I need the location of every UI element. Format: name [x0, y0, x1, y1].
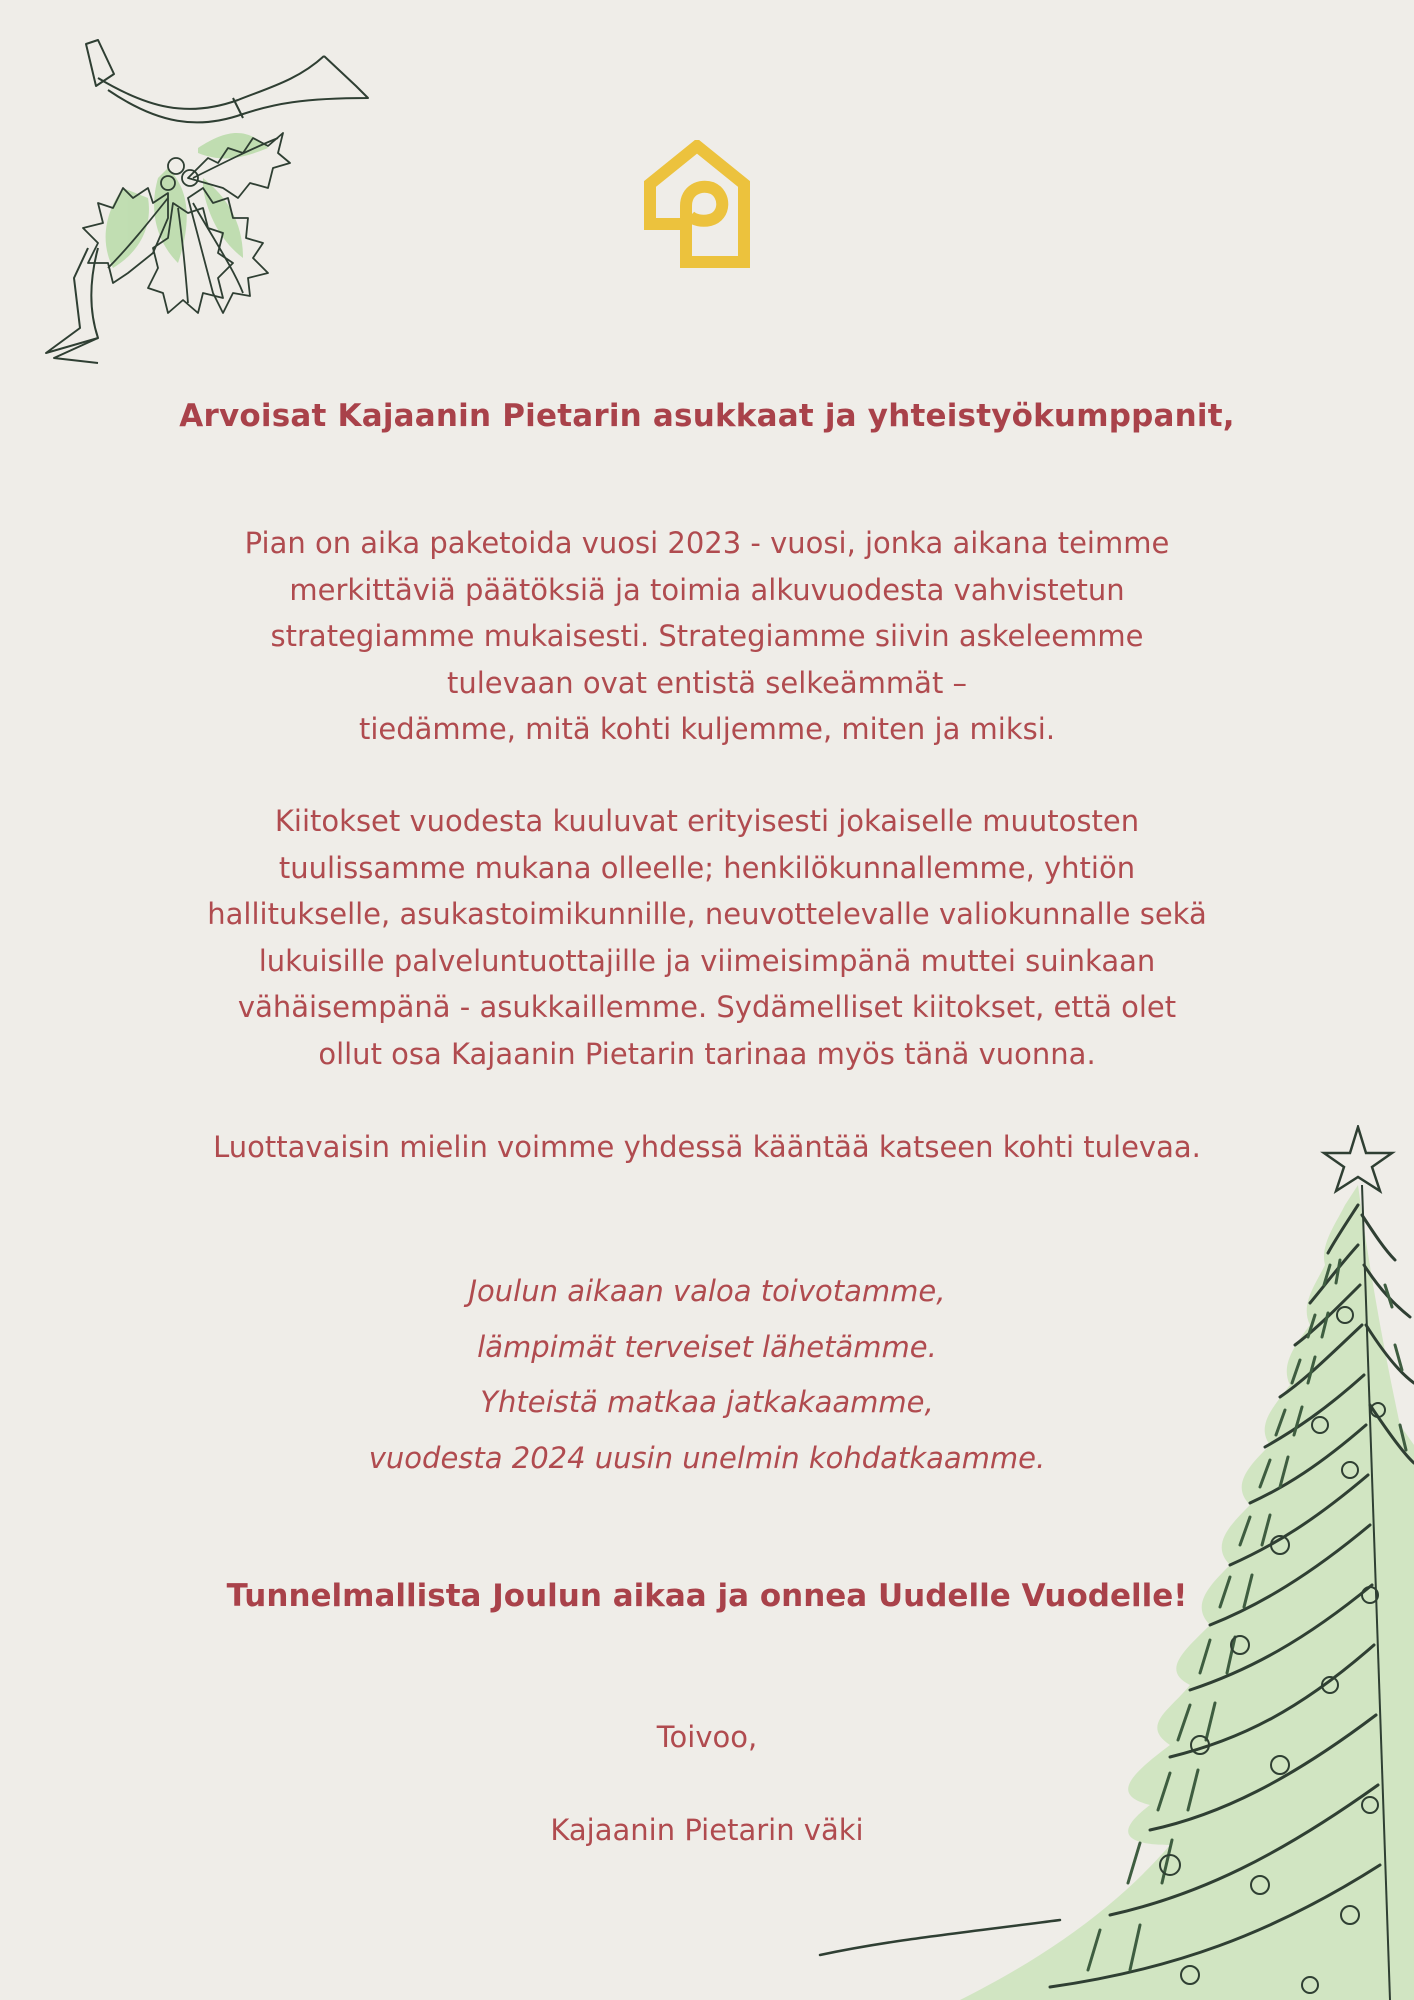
christmas-tree-illustration — [810, 1125, 1414, 2000]
house-logo-icon — [640, 140, 754, 268]
paragraph-line: Kiitokset vuodesta kuuluvat erityisesti jokaiselle muutosten — [274, 804, 1140, 838]
paragraph-future — [110, 1124, 1304, 1171]
paragraph-line: lukuisille palveluntuottajille ja viimeisimpänä muttei suinkaan — [258, 943, 1156, 978]
paragraph-line: vähäisempänä - asukkaillemme. Sydämelliset kiitokset, että olet — [237, 990, 1177, 1024]
poem-line: vuodesta 2024 uusin unelmin kohdatkaamme. — [368, 1440, 1046, 1475]
paragraph-line: hallitukselle, asukastoimikunnille, neuvottelevalle valiokunnalle sekä — [207, 897, 1207, 931]
poem-line: Joulun aikaan valoa toivotamme, — [468, 1274, 946, 1308]
poem-line: lämpimät terveiset lähetämme. — [477, 1329, 937, 1364]
holiday-wish-heading: Tunnelmallista Joulun aikaa ja onnea Uudelle Vuodelle! — [226, 1578, 1188, 1614]
christmas-poem — [110, 1264, 1304, 1486]
holly-illustration — [28, 38, 388, 373]
paragraph-line: Pian on aika paketoida vuosi 2023 - vuosi, jonka aikana teimme — [244, 526, 1170, 560]
paragraph-line: tuulissamme mukana olleelle; henkilökunnallemme, yhtiön — [278, 850, 1136, 885]
paragraph-line: merkittäviä päätöksiä ja toimia alkuvuodesta vahvistetun — [289, 572, 1125, 607]
paragraph-line: Luottavaisin mielin voimme yhdessä kääntää katseen kohti tulevaa. — [213, 1130, 1201, 1164]
paragraph-line: tulevaan ovat entistä selkeämmät – — [446, 665, 968, 700]
signature-sender: Kajaanin Pietarin väki — [550, 1813, 864, 1847]
greeting-heading: Arvoisat Kajaanin Pietarin asukkaat ja yhteistyökumppanit, — [179, 398, 1235, 434]
paragraph-line: strategiamme mukaisesti. Strategiamme siivin askeleemme — [270, 619, 1144, 653]
poem-line: Yhteistä matkaa jatkakaamme, — [480, 1385, 934, 1419]
paragraph-line: tiedämme, mitä kohti kuljemme, miten ja miksi. — [358, 712, 1056, 746]
paragraph-thanks — [110, 798, 1304, 1077]
paragraph-intro — [110, 520, 1304, 753]
signature-closing: Toivoo, — [656, 1720, 758, 1754]
paragraph-line: ollut osa Kajaanin Pietarin tarinaa myös tänä vuonna. — [318, 1036, 1096, 1071]
